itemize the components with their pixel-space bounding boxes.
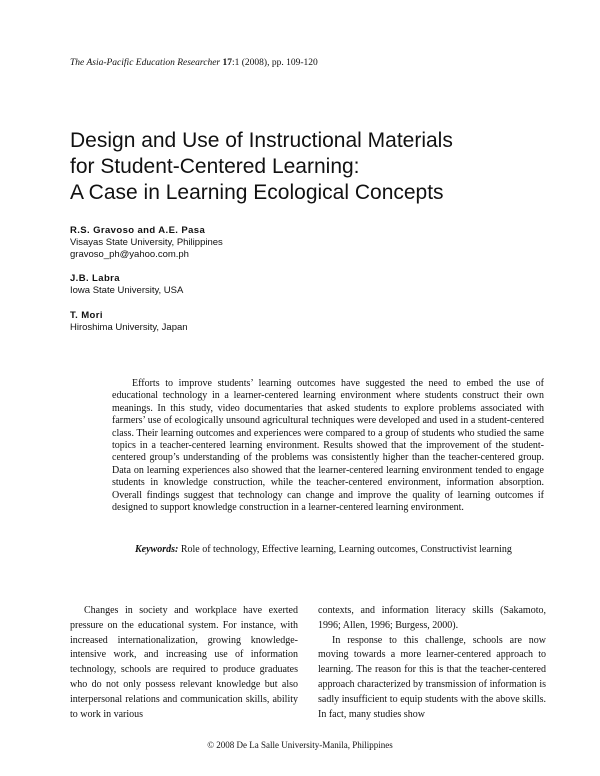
paper-title <box>70 128 453 206</box>
running-header <box>70 58 318 68</box>
keywords <box>135 544 512 555</box>
volume-number: 17 <box>222 58 232 68</box>
body-column-right <box>318 604 546 722</box>
author-email: gravoso_ph@yahoo.com.ph <box>70 249 189 260</box>
title-line-1: Design and Use of Instructional Materials <box>70 129 453 152</box>
journal-name: The Asia-Pacific Education Researcher <box>70 58 221 68</box>
author-group-1 <box>70 225 223 261</box>
footer-copyright: © 2008 De La Salle University-Manila, Philippines <box>207 740 393 750</box>
keywords-label: Keywords: <box>135 544 179 555</box>
body-paragraph: In response to this challenge, schools are now moving towards a more learner-centered approach to learning. The reason for this is that the teacher-centered approach characterized by transmission of information is sadly insufficient to equip students with the above skills. In fact, many studies show <box>318 634 546 720</box>
author-affiliation: Hiroshima University, Japan <box>70 322 188 333</box>
body-paragraph: contexts, and information literacy skills (Sakamoto, 1996; Allen, 1996; Burgess, 2000). <box>318 605 546 631</box>
body-column-left <box>70 604 298 722</box>
author-affiliation: Iowa State University, USA <box>70 285 184 296</box>
title-line-3: A Case in Learning Ecological Concepts <box>70 181 444 204</box>
author-group-3 <box>70 310 188 334</box>
author-affiliation: Visayas State University, Philippines <box>70 237 223 248</box>
author-group-2 <box>70 273 183 297</box>
title-line-2: for Student-Centered Learning: <box>70 155 360 178</box>
abstract: Efforts to improve students’ learning outcomes have suggested the need to embed the use of educational technology in a learner-centered learning environment where students construct their own meanings. In this study, video documentaries that asked students to explore problems associated with farmers’ use of ecologically unsound agricultural techniques were developed and used in a student-centered class. Their learning outcomes and experiences were compared to a group of students who studied the same topics in a teacher-centered learning environment. Results showed that the improvement of the student-centered group’s understanding of the problems was consistently higher than the teacher-centered group. Data on learning experiences also showed that the learner-centered learning environment tended to engage students in knowledge construction, while the teacher-centered environment, information absorption. Overall findings suggest that technology can change and improve the quality of learning outcomes if designed to support knowledge construction in a learner-centered learning environment. <box>112 378 544 514</box>
author-name: T. Mori <box>70 310 103 321</box>
issue-pages: :1 (2008), pp. 109-120 <box>232 58 318 68</box>
keywords-text: Role of technology, Effective learning, Learning outcomes, Constructivist learning <box>178 544 512 555</box>
body-paragraph: Changes in society and workplace have exerted pressure on the educational system. For instance, with increased internationalization, growing knowledge-intensive work, and increasing use of information technology, schools are required to produce graduates who do not only possess relevant knowledge but also interpersonal relations and communication skills, ability to work in various <box>70 605 298 720</box>
author-name: R.S. Gravoso and A.E. Pasa <box>70 225 206 236</box>
author-name: J.B. Labra <box>70 273 120 284</box>
